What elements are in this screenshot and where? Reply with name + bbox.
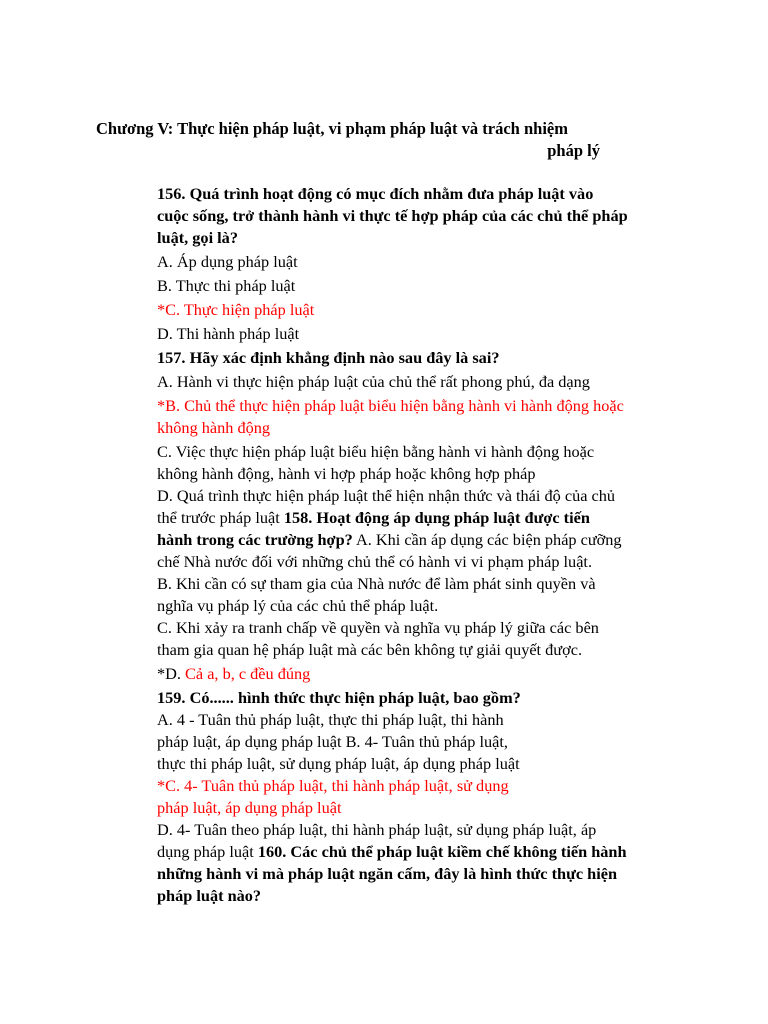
q159-options-block [157,709,527,819]
q158-option-b: B. Khi cần có sự tham gia của Nhà nước để làm phát sinh quyền và nghĩa vụ pháp lý của các chủ thể pháp luật. [157,574,596,615]
chapter-title-line1: Chương V: Thực hiện pháp luật, vi phạm pháp luật và trách nhiệm [96,119,568,138]
q157-option-d: D. Quá trình thực hiện pháp luật thể hiện nhận thức và thái độ của chủ thể trước pháp luật [157,486,616,527]
question-156: 156. Quá trình hoạt động có mục đích nhằm đưa pháp luật vào cuộc sống, trở thành hành vi thực tế hợp pháp của các chủ thể pháp luật, gọi là? [157,184,628,247]
q159-d-q160-block [157,819,629,907]
q157-option-b-correct: *B. Chủ thể thực hiện pháp luật biểu hiện bằng hành vi hành động hoặc không hành động [157,396,624,437]
q159-option-b: B. 4- Tuân thủ pháp luật, thực thi pháp luật, sử dụng pháp luật, áp dụng pháp luật [157,732,520,773]
q158-option-c: C. Khi xảy ra tranh chấp về quyền và nghĩa vụ pháp lý giữa các bên tham gia quan hệ pháp luật mà các bên không tự giải quyết được. [157,618,599,659]
question-157: 157. Hãy xác định khẳng định nào sau đây là sai? [157,348,500,367]
q156-option-b: B. Thực thi pháp luật [157,276,296,295]
q159-option-c-correct: *C. 4- Tuân thủ pháp luật, thi hành pháp luật, sử dụng pháp luật, áp dụng pháp luật [157,776,509,817]
question-160: 160. Các chủ thể pháp luật kiềm chế không tiến hành những hành vi mà pháp luật ngăn cấm, đây là hình thức thực hiện pháp luật nào? [157,842,627,905]
q156-option-c-correct: *C. Thực hiện pháp luật [157,300,315,319]
q158-option-d-correct [157,663,629,685]
q158-option-d-text: Cả a, b, c đều đúng [185,664,311,683]
question-159: 159. Có...... hình thức thực hiện pháp luật, bao gồm? [157,688,521,707]
q157-d-q158-block [157,485,629,573]
chapter-title-line2: pháp lý [547,141,600,160]
chapter-title [96,118,636,162]
q156-option-a: A. Áp dụng pháp luật [157,252,298,271]
q158-option-d-marker: *D. [157,664,181,683]
q159-option-a: A. 4 - Tuân thủ pháp luật, thực thi pháp luật, thi hành pháp luật, áp dụng pháp luật [157,710,504,751]
question-list [157,183,629,907]
q158-option-a: A. Khi cần áp dụng các biện pháp cưỡng chế Nhà nước đối với những chủ thể có hành vi vi phạm pháp luật. [157,530,622,571]
q157-option-c: C. Việc thực hiện pháp luật biểu hiện bằng hành vi hành động hoặc không hành động, hành vi hợp pháp hoặc không hợp pháp [157,442,595,483]
q157-option-a: A. Hành vi thực hiện pháp luật của chủ thể rất phong phú, đa dạng [157,372,590,391]
q159-option-d: D. 4- Tuân theo pháp luật, thi hành pháp luật, sử dụng pháp luật, áp dụng pháp luật [157,820,597,861]
q156-option-d: D. Thi hành pháp luật [157,324,300,343]
question-158: 158. Hoạt động áp dụng pháp luật được tiến hành trong các trường hợp? [157,508,590,549]
